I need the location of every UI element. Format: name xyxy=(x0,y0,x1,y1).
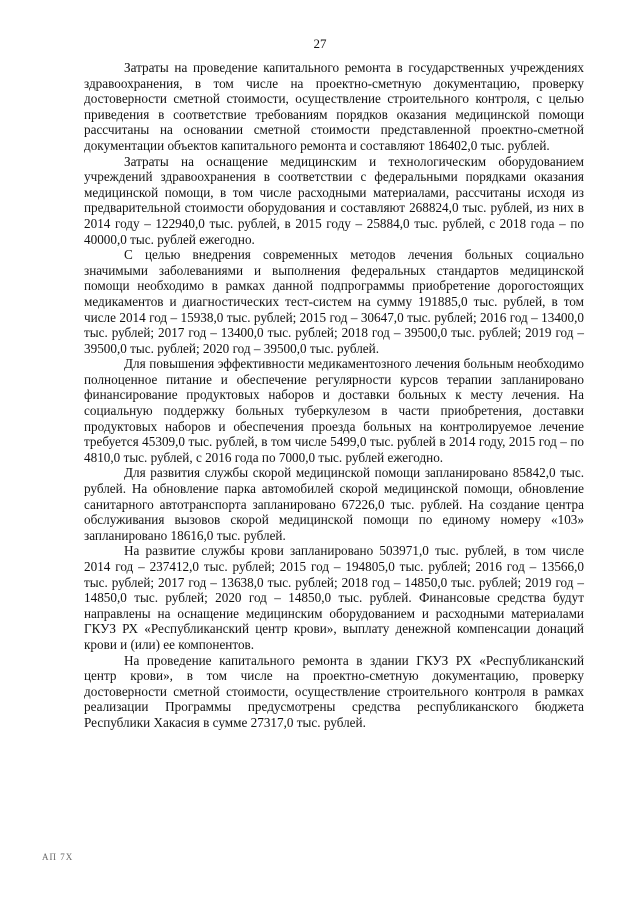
footer-stamp-mark: АП 7Х xyxy=(42,852,74,862)
paragraph-capital-repair-costs: Затраты на проведение капитального ремонта в государственных учреждениях здравоохранения, в том числе на проектно-сметную документацию, проверку достоверности сметной стоимости, осуществление строительного контроля, с целью приведения в соответствие требованиям порядков оказания медицинской помощи рассчитаны на основании сметной стоимости представленной проектно-сметной документации объектов капитального ремонта и составляют 186402,0 тыс. рублей. xyxy=(84,60,584,153)
paragraph-blood-center-repair: На проведение капитального ремонта в здании ГКУЗ РХ «Республиканский центр крови», в том числе на проектно-сметную документацию, проверку достоверности сметной стоимости, осуществление строительного контроля в рамках реализации Программы предусмотрены средства республиканского бюджета Республики Хакасия в сумме 27317,0 тыс. рублей. xyxy=(84,652,584,730)
paragraph-medication-efficiency: Для повышения эффективности медикаментозного лечения больным необходимо полноценное питание и обеспечение регулярности курсов терапии запланировано финансирование продуктовых наборов и доставки больных к месту лечения. На социальную поддержку больных туберкулезом в части приобретения, доставки продуктовых наборов и обеспечения проезда больных на контролируемое лечение требуется 45309,0 тыс. рублей, в том числе 5499,0 тыс. рублей в 2014 году, 2015 год – по 4810,0 тыс. рублей, с 2016 года по 7000,0 тыс. рублей ежегодно. xyxy=(84,356,584,465)
document-body xyxy=(84,60,584,731)
paragraph-ambulance-service: Для развития службы скорой медицинской помощи запланировано 85842,0 тыс. рублей. На обновление парка автомобилей скорой медицинской помощи, обновление санитарного автотранспорта запланировано 67226,0 тыс. рублей. На создание центра обслуживания вызовов скорой медицинской помощи по единому номеру «103» запланировано 18616,0 тыс. рублей. xyxy=(84,465,584,543)
paragraph-equipment-costs: Затраты на оснащение медицинским и технологическим оборудованием учреждений здравоохранения в соответствии с федеральными порядками оказания медицинской помощи, в том числе расходными материалами, рассчитаны исходя из предварительной стоимости оборудования и составляют 268824,0 тыс. рублей, из них в 2014 году – 122940,0 тыс. рублей, в 2015 году – 25884,0 тыс. рублей, с 2018 года – по 40000,0 тыс. рублей ежегодно. xyxy=(84,153,584,247)
page-number: 27 xyxy=(313,36,327,51)
paragraph-treatment-methods: С целью внедрения современных методов лечения больных социально значимыми заболеваниями и выполнения федеральных стандартов медицинской помощи необходимо в рамках данной подпрограммы приобретение дорогостоящих медикаментов и диагностических тест-систем на сумму 191885,0 тыс. рублей, в том числе 2014 год – 15938,0 тыс. рублей; 2015 год – 30647,0 тыс. рублей; 2016 год – 13400,0 тыс. рублей; 2017 год – 13400,0 тыс. рублей; 2018 год – 39500,0 тыс. рублей; 2019 год – 39500,0 тыс. рублей; 2020 год – 39500,0 тыс. рублей. xyxy=(84,247,584,356)
paragraph-blood-service: На развитие службы крови запланировано 503971,0 тыс. рублей, в том числе 2014 год – 237412,0 тыс. рублей; 2015 год – 194805,0 тыс. рублей; 2016 год – 13566,0 тыс. рублей; 2017 год – 13638,0 тыс. рублей; 2018 год – 14850,0 тыс. рублей; 2019 год – 14850,0 тыс. рублей; 2020 год – 14850,0 тыс. рублей. Финансовые средства будут направлены на оснащение медицинским оборудованием и расходными материалами ГКУЗ РХ «Республиканский центр крови», выплату денежной компенсации донаций крови и (или) ее компонентов. xyxy=(84,543,584,652)
